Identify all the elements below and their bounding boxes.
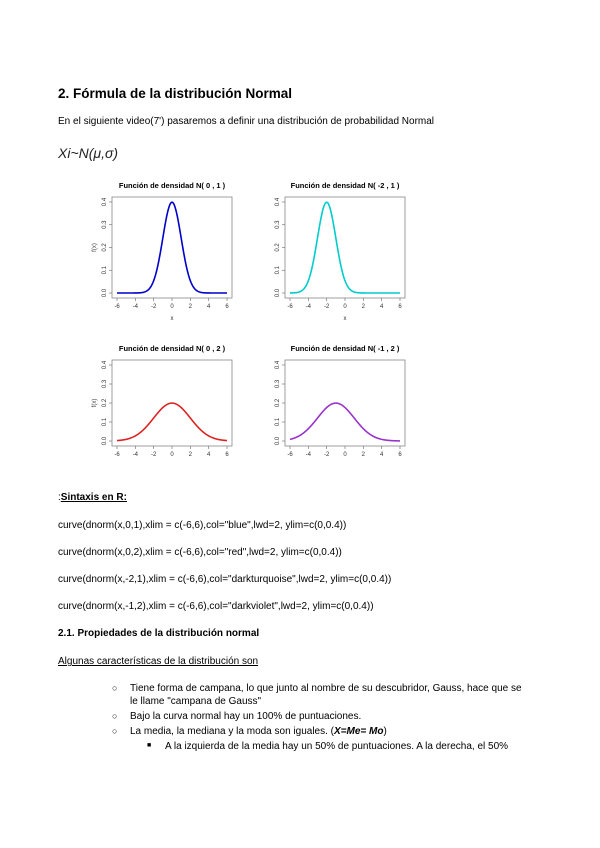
x-tick-label: 4	[379, 304, 384, 310]
x-tick-label: 0	[170, 304, 174, 310]
y-tick-label: 0.2	[275, 243, 281, 252]
x-tick-label: -4	[132, 304, 139, 310]
y-axis-label: f(x)	[92, 243, 98, 252]
x-tick-label: -4	[132, 452, 139, 458]
x-tick-label: -6	[114, 452, 120, 458]
property-item-3	[130, 725, 387, 738]
x-tick-label: 2	[188, 304, 193, 310]
y-tick-label: 0.2	[275, 398, 281, 408]
x-tick-label: 0	[343, 452, 347, 458]
x-tick-label: 4	[206, 304, 211, 310]
y-tick-label: 0.3	[102, 220, 108, 229]
property-subitem: A la izquierda de la media hay un 50% de puntuaciones. A la derecha, el 50%	[165, 741, 509, 752]
chart-title: Función de densidad N( 0 , 1 )	[118, 181, 226, 190]
property-item-1: Tiene forma de campana, lo que junto al nombre de su descubridor, Gauss, hace que se le llame "campana de Gauss"	[130, 683, 522, 707]
y-tick-label: 0.4	[102, 360, 108, 370]
y-tick-label: 0.4	[275, 197, 281, 207]
density-curve	[290, 403, 400, 441]
chart-svg-2	[90, 338, 240, 478]
y-tick-label: 0.3	[275, 379, 281, 389]
y-tick-label: 0.4	[102, 197, 108, 207]
chart-n-0-2	[90, 338, 240, 483]
chart-svg-0	[90, 175, 240, 330]
y-tick-label: 0.1	[275, 417, 281, 427]
x-tick-label: 6	[398, 304, 402, 310]
x-tick-label: -2	[323, 304, 330, 310]
circle-bullet-icon: ○	[112, 711, 118, 721]
syntax-heading	[58, 492, 127, 503]
chart-title: Función de densidad N( 0 , 2 )	[118, 344, 226, 353]
chart-svg-3	[263, 338, 413, 478]
property-item-3-emph: X=Me= Mo	[334, 726, 384, 737]
x-tick-label: -4	[305, 452, 312, 458]
x-tick-label: 6	[225, 452, 229, 458]
syntax-heading-label: Sintaxis en R:	[60, 492, 127, 503]
y-tick-label: 0.2	[102, 243, 108, 252]
code-line-4: curve(dnorm(x,-1,2),xlim = c(-6,6),col="darkviolet",lwd=2, ylim=c(0,0.4))	[58, 601, 374, 612]
y-tick-label: 0.4	[275, 360, 281, 370]
x-tick-label: -2	[323, 452, 330, 458]
properties-subtitle: Algunas características de la distribución son	[58, 656, 259, 667]
x-tick-label: 0	[170, 452, 174, 458]
x-tick-label: 0	[343, 304, 347, 310]
syntax-prefix: :	[58, 492, 61, 503]
property-item-3-end: )	[383, 726, 387, 737]
x-tick-label: 2	[188, 452, 193, 458]
x-tick-label: 2	[361, 452, 366, 458]
x-tick-label: -2	[150, 452, 157, 458]
y-tick-label: 0.3	[275, 220, 281, 229]
density-curve	[117, 202, 227, 293]
chart-title: Función de densidad N( -1 , 2 )	[290, 344, 400, 353]
x-tick-label: -2	[150, 304, 157, 310]
chart-n-m1-2	[263, 338, 413, 483]
circle-bullet-icon: ○	[112, 683, 118, 693]
y-axis-label: f(x)	[92, 398, 98, 408]
intro-text: En el siguiente video(7') pasaremos a definir una distribución de probabilidad Normal	[58, 116, 435, 127]
y-tick-label: 0.0	[102, 436, 108, 446]
y-tick-label: 0.0	[102, 288, 108, 298]
x-tick-label: -6	[114, 304, 120, 310]
x-axis-label: x	[170, 316, 174, 322]
section-title: 2. Fórmula de la distribución Normal	[58, 86, 293, 101]
normal-formula: Xi~N(μ,σ)	[58, 145, 119, 161]
x-tick-label: -6	[287, 452, 293, 458]
code-line-1: curve(dnorm(x,0,1),xlim = c(-6,6),col="blue",lwd=2, ylim=c(0,0.4))	[58, 520, 347, 531]
x-tick-label: 2	[361, 304, 366, 310]
plot-frame	[112, 197, 232, 298]
circle-bullet-icon: ○	[112, 726, 118, 736]
x-tick-label: -6	[287, 304, 293, 310]
y-tick-label: 0.1	[275, 266, 281, 275]
properties-title: 2.1. Propiedades de la distribución normal	[58, 628, 260, 639]
x-tick-label: 4	[379, 452, 384, 458]
x-axis-label: x	[343, 316, 347, 322]
chart-title: Función de densidad N( -2 , 1 )	[290, 181, 400, 190]
code-line-3: curve(dnorm(x,-2,1),xlim = c(-6,6),col="darkturquoise",lwd=2, ylim=c(0,0.4))	[58, 574, 392, 585]
y-tick-label: 0.0	[275, 288, 281, 298]
chart-n-0-1	[90, 175, 240, 335]
density-curve	[290, 202, 400, 293]
x-tick-label: 6	[398, 452, 402, 458]
x-tick-label: 4	[206, 452, 211, 458]
x-tick-label: -4	[305, 304, 312, 310]
code-line-2: curve(dnorm(x,0,2),xlim = c(-6,6),col="red",lwd=2, ylim=c(0,0.4))	[58, 547, 342, 558]
chart-svg-1	[263, 175, 413, 330]
y-tick-label: 0.1	[102, 266, 108, 275]
x-tick-label: 6	[225, 304, 229, 310]
property-item-2: Bajo la curva normal hay un 100% de puntuaciones.	[130, 711, 362, 722]
y-tick-label: 0.3	[102, 379, 108, 389]
chart-n-m2-1	[263, 175, 413, 335]
y-tick-label: 0.0	[275, 436, 281, 446]
property-item-3-text: La media, la mediana y la moda son iguales. (	[130, 726, 335, 737]
y-tick-label: 0.1	[102, 417, 108, 427]
square-bullet-icon: ■	[147, 742, 152, 749]
density-curve	[117, 403, 227, 440]
y-tick-label: 0.2	[102, 398, 108, 408]
